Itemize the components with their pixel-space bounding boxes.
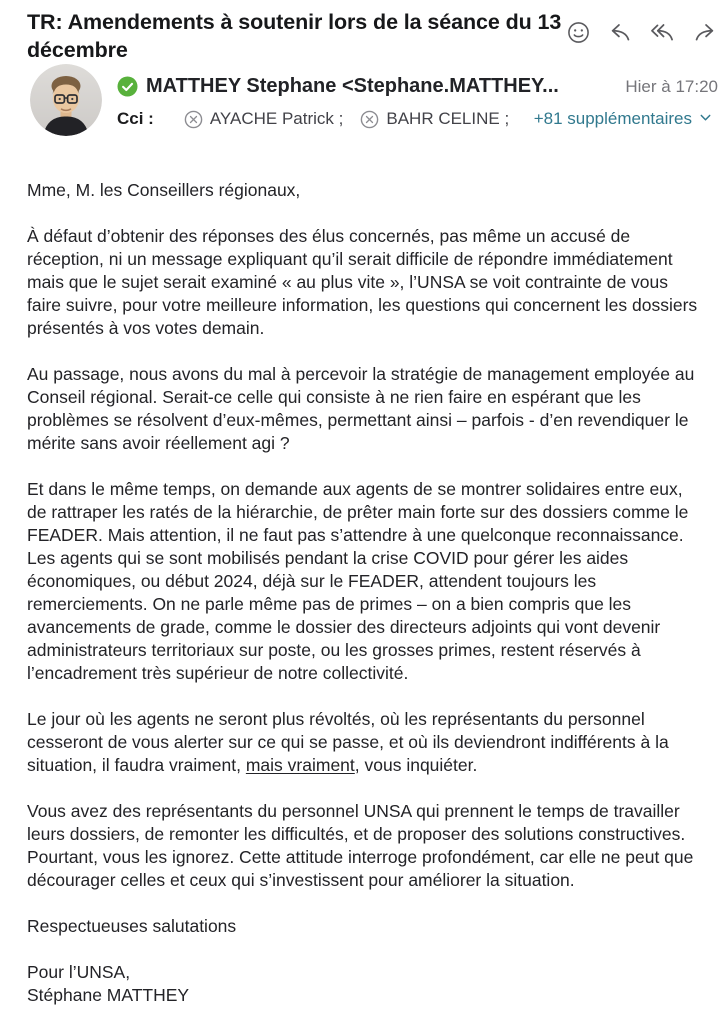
body-paragraph: Au passage, nous avons du mal à percevoir la stratégie de management employée au Conseil régional. Serait-ce celle qui consiste à ne rien faire en espérant que les problèmes se résolvent d’eux-mêmes, permettant ainsi – parfois - d’en revendiquer le mérite sans avoir réellement agi ? xyxy=(27,364,695,453)
body-paragraph: Et dans le même temps, on demande aux agents de se montrer solidaires entre eux, de rattraper les ratés de la hiérarchie, de prêter main forte sur des dossiers comme le FEADER. Mais attention, il ne faut pas s’attendre à une quelconque reconnaissance. Les agents qui se sont mobilisés pendant la crise COVID pour gérer les aides économiques, ou début 2024, déjà sur le FEADER, attendent toujours les remerciements. On ne parle même pas de primes – on a bien compris que les avancements de grade, comme le dossier des directeurs adjoints qui vont devenir administrateurs territoriaux sur poste, ou les grosses primes, restent réservés à l’encadrement très supérieur de notre collectivité. xyxy=(27,479,689,683)
sender-line xyxy=(117,75,718,98)
signature-org: Pour l’UNSA, xyxy=(27,962,131,982)
sender-name[interactable]: MATTHEY Stephane <Stephane.MATTHEY... xyxy=(146,75,559,97)
body-paragraph: À défaut d’obtenir des réponses des élus concernés, pas même un accusé de réception, ni un message expliquant qu’il serait difficile de répondre immédiatement mais que le sujet serait examiné « au plus vite », l’UNSA se voit contrainte de vous faire suivre, pour votre meilleure information, les questions qui concernent les dossiers présentés à vos votes demain. xyxy=(27,226,698,338)
reply-icon xyxy=(608,20,633,48)
reaction-button[interactable] xyxy=(565,20,592,47)
recipient-chip[interactable] xyxy=(360,109,509,129)
verified-check-icon xyxy=(117,76,138,97)
cci-row xyxy=(117,109,718,129)
more-recipients-label: +81 supplémentaires xyxy=(533,109,692,128)
email-toolbar xyxy=(565,20,718,47)
reply-all-button[interactable] xyxy=(649,20,676,47)
cci-label: Cci : xyxy=(117,109,154,128)
sender-block xyxy=(30,64,718,136)
signature-block xyxy=(27,961,700,1007)
email-timestamp: Hier à 17:20 xyxy=(625,76,718,96)
reply-all-icon xyxy=(650,20,675,48)
warning-text-before: Le jour où les agents ne seront plus révoltés, où les représentants du personnel cesseront de vous alerter sur ce qui se passe, et où ils deviendront indifférents à la situation, il faudra vraiment, xyxy=(27,709,669,775)
smiley-icon xyxy=(566,20,591,48)
chevron-down-icon xyxy=(699,109,712,129)
reply-button[interactable] xyxy=(607,20,634,47)
sender-avatar[interactable] xyxy=(30,64,102,136)
contact-x-icon xyxy=(360,110,379,129)
email-subject: TR: Amendements à soutenir lors de la séance du 13 décembre xyxy=(27,10,562,62)
body-paragraph: Vous avez des représentants du personnel UNSA qui prennent le temps de travailler leurs dossiers, de remonter les difficultés, et de proposer des solutions constructives. Pourtant, vous les ignorez. Cette attitude interroge profondément, car elle ne peut que décourager celles et ceux qui s’investissent pour améliorer la situation. xyxy=(27,801,694,890)
recipient-chip[interactable] xyxy=(184,109,344,129)
underlined-phrase: mais vraiment xyxy=(245,755,355,775)
salutation-paragraph: Respectueuses salutations xyxy=(27,916,237,936)
recipient-name: AYACHE Patrick ; xyxy=(209,109,344,128)
more-recipients-button[interactable] xyxy=(534,109,712,129)
contact-x-icon xyxy=(184,110,203,129)
forward-button[interactable] xyxy=(691,20,718,47)
email-body xyxy=(27,179,700,1007)
greeting-paragraph: Mme, M. les Conseillers régionaux, xyxy=(27,180,301,200)
forward-icon xyxy=(692,20,717,48)
recipient-name: BAHR CELINE ; xyxy=(386,109,510,128)
warning-text-after: , vous inquiéter. xyxy=(354,755,478,775)
warning-paragraph xyxy=(27,708,700,777)
signature-name: Stéphane MATTHEY xyxy=(27,985,190,1005)
sender-info xyxy=(117,64,718,136)
